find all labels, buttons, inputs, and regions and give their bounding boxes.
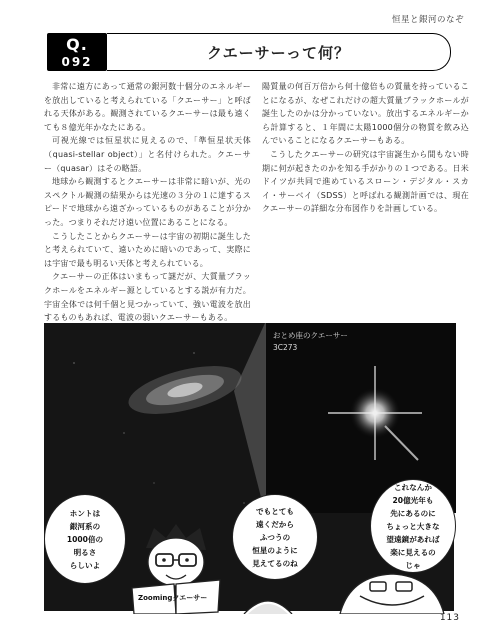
paragraph: クエーサーの正体はいまもって謎だが、大質量ブラックホールをエネルギー源としているとする説が有力だ。宇宙全体では何千個と見つかっていて、強い電波を放出するものもあれば、電波の弱いクエーサーもある。 [44,272,251,323]
bubble-line: ふつうの [259,532,291,542]
bubble-line: 銀河系の [69,521,101,531]
zoom-caption-line2: 3C273 [273,343,298,352]
paragraph: 陽質量の何百万倍から何十億倍もの質量を持っていることになるが、なぜこれだけの超大質量ブラックホールが誕生したのかは分かっていない。放出するエネルギーから計算すると、１年間に太陽1000個分の物質を飲み込んでいることになるクエーサーもある。 [262,82,469,146]
woman-illustration [232,580,304,614]
bubble-line: 20億光年も [392,495,434,505]
question-title-bar [107,33,451,71]
paragraph: こうしたクエーサーの研究は宇宙誕生から間もない時期に何が起きたのかを知る手がかりの１つである。日米ドイツが共同で進めているスローン・デジタル・スカイ・サーベイ（SDSS）と呼ばれる観測計画では、現在クエーサーの詳細な分布図作りを計画している。 [262,149,469,214]
bubble-line: 楽に見えるの [390,547,436,557]
bubble-line: 先にあるのに [390,508,436,518]
body-left-column [44,80,251,338]
bubble-line: 見えてるのね [252,558,298,568]
bubble-line: らしいよ [69,560,101,570]
bubble-line: でもとても [256,506,294,516]
page-title: クエーサーって何？ [206,43,351,62]
zoom-caption-line1: おとめ座のクエーサー [273,331,348,340]
speech-bubble-right [370,479,456,573]
question-number: 092 [61,54,93,69]
bubble-line: 明るさ [73,547,97,557]
paragraph: 可視光線では恒星状に見えるので、「準恒星状天体（quasi-stellar object）」と名付けられた。クエーサー（quasar）はその略語。 [44,136,251,173]
book-title: Zoomingクエーサー [138,594,208,602]
speech-bubble-left [44,494,126,584]
bubble-line: これなんか [394,482,432,492]
bubble-line: ちょっと大きな [386,521,440,531]
galaxy-image [120,355,250,425]
boy-reading-book-illustration [124,520,228,614]
body-right-column [262,80,469,216]
paragraph: 地球から観測するとクエーサーは非常に暗いが、光のスペクトル観測の結果からは光速の３分の１に達するスピードで地球から遠ざかっているものがあることが分かった。つまりそれだけ遠い位置にあることになる。 [44,177,251,227]
quasar-star-icon [320,358,430,468]
question-label: Q. [66,34,88,54]
professor-illustration [330,570,454,614]
bubble-line: ホントは [69,508,101,518]
paragraph: 非常に遠方にあって通常の銀河数十個分のエネルギーを放出していると考えられている「クエーサー」と呼ばれる天体がある。観測されているクエーサーは最も遠くても８億光年かなたにある。 [44,82,251,132]
bubble-line: 遠くだから [256,519,294,529]
chapter-header: 恒星と銀河のなぞ [391,15,464,25]
bubble-line: 恒星のように [252,545,298,555]
page-number: 113 [439,613,460,623]
bubble-line: 1000倍の [66,534,104,544]
paragraph: こうしたことからクエーサーは宇宙の初期に誕生したと考えられていて、遠いために暗いのであって、実際には宇宙で最も明るい天体と考えられている。 [44,231,251,268]
bubble-line: 望遠鏡があれば [386,534,440,544]
speech-bubble-middle [232,494,318,580]
question-badge [47,33,107,71]
bubble-line: じゃ [405,560,421,570]
zoom-caption [273,330,348,354]
